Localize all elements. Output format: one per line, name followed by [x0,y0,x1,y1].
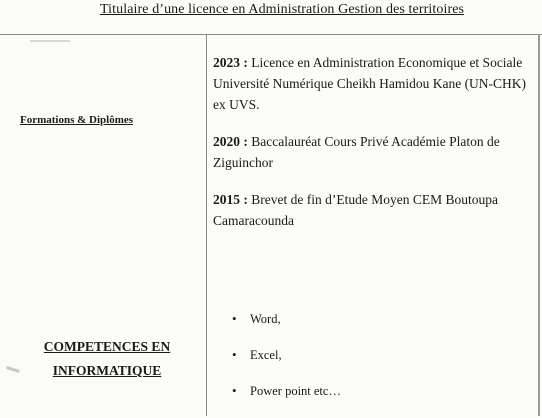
formation-text: Licence en Administration Economique et Sociale Université Numérique Cheikh Hamidou Kane (UN-CHK) ex UVS. [213,55,527,112]
formation-year: 2020 : [213,134,248,149]
bullet-icon: • [232,311,237,326]
skill-item [232,346,341,382]
formation-entry [213,189,531,231]
column-divider [206,34,207,416]
formation-entry [213,131,531,173]
scan-artifact [30,40,70,42]
formation-text: Brevet de fin d’Etude Moyen CEM Boutoupa Camaracounda [213,192,498,228]
skill-item [232,382,341,418]
table-top-border [0,34,542,35]
skill-label: Word, [250,312,281,326]
profile-title: Titulaire d’une licence en Administration Gestion des territoires [100,2,465,17]
bullet-icon: • [232,347,237,362]
formations-list [213,52,531,247]
formation-text: Baccalauréat Cours Privé Académie Platon de Ziguinchor [213,134,500,170]
competences-label-line2: INFORMATIQUE [52,363,162,378]
formations-section-label: Formations & Diplômes [20,114,134,126]
formation-year: 2023 : [213,55,248,70]
skills-list [232,310,341,418]
skill-label: Power point etc… [250,384,341,398]
skill-item [232,310,341,346]
formation-year: 2015 : [213,192,248,207]
bullet-icon: • [232,383,237,398]
competences-section-label [12,335,202,383]
competences-label-line1: COMPETENCES EN [43,339,171,354]
formation-entry [213,52,531,115]
table-right-border [538,34,540,416]
skill-label: Excel, [250,348,282,362]
